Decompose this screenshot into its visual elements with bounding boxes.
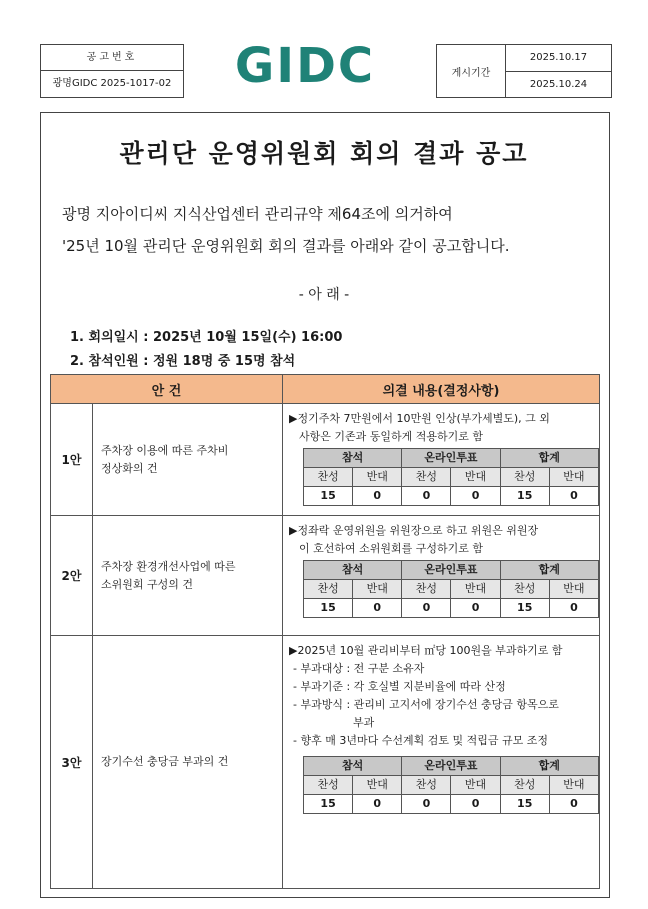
meeting-date: 1. 회의일시 : 2025년 10월 15일(수) 16:00 [70,330,343,345]
item-topic: 장기수선 충당금 부과의 건 [93,636,283,889]
item-topic: 주차장 이용에 따른 주차비 정상화의 건 [93,404,283,516]
notice-number-label: 공고번호 [41,45,183,71]
intro-line-1: 광명 지아이디씨 지식산업센터 관리규약 제64조에 의거하여 [62,205,453,223]
resolution-table [50,374,600,889]
vote-table: 참석 온라인투표 합계 찬성 반대 찬성 반대 찬성 반대 15 0 0 0 15 0 [303,756,599,814]
vote-table: 참석 온라인투표 합계 찬성 반대 찬성 반대 찬성 반대 15 0 0 0 15 0 [303,560,599,618]
item-number: 1안 [51,404,93,516]
intro-line-2: '25년 10월 관리단 운영위원회 회의 결과를 아래와 같이 공고합니다. [62,237,510,255]
posting-end-date: 2025.10.24 [529,78,588,90]
item-number: 3안 [51,636,93,889]
item-number: 2안 [51,516,93,636]
posting-start-date: 2025.10.17 [506,45,611,72]
vote-table: 참석 온라인투표 합계 찬성 반대 찬성 반대 찬성 반대 15 0 0 0 15 0 [303,448,599,506]
posting-period-label: 게시기간 [437,45,506,97]
agenda-header: 안 건 [51,375,283,404]
table-row [51,636,600,889]
item-result: ▶정기주차 7만원에서 10만원 인상(부가세별도), 그 외 사항은 기존과 동일하게 적용하기로 함 참석 온라인투표 합계 찬성 반대 찬성 반대 찬성 반대 15 0 0 0 15 0 [283,404,600,516]
item-result: ▶정좌락 운영위원을 위원장으로 하고 위원은 위원장 이 호선하여 소위원회를 구성하기로 함 참석 온라인투표 합계 찬성 반대 찬성 반대 찬성 반대 15 0 0 0 15 0 [283,516,600,636]
result-header: 의결 내용(결정사항) [283,375,600,404]
notice-number-box [40,44,184,98]
gidc-logo: GIDC [234,38,376,94]
item-topic: 주차장 환경개선사업에 따른 소위원회 구성의 건 [93,516,283,636]
attendees: 2. 참석인원 : 정원 18명 중 15명 참석 [70,354,296,369]
item-result: ▶2025년 10월 관리비부터 ㎡당 100원을 부과하기로 함 - 부과대상 : 전 구분 소유자 - 부과기준 : 각 호실별 지분비율에 따라 산정 - 부과방식 : 관리비 고지서에 장기수선 충당금 항목으로 부과 - 향후 매 3년마다 수선계획 검토 및 적립금 규모 조정 참석 온라인투표 합계 찬성 반대 찬성 반대 찬성 반대 15 0 0 0 15 0 [283,636,600,889]
below-heading: - 아 래 - [298,287,350,303]
table-row [51,516,600,636]
posting-period-box [436,44,612,98]
table-row [51,404,600,516]
document-title: 관리단 운영위원회 회의 결과 공고 [119,139,529,168]
notice-number-value: 광명GIDC 2025-1017-02 [52,78,172,89]
